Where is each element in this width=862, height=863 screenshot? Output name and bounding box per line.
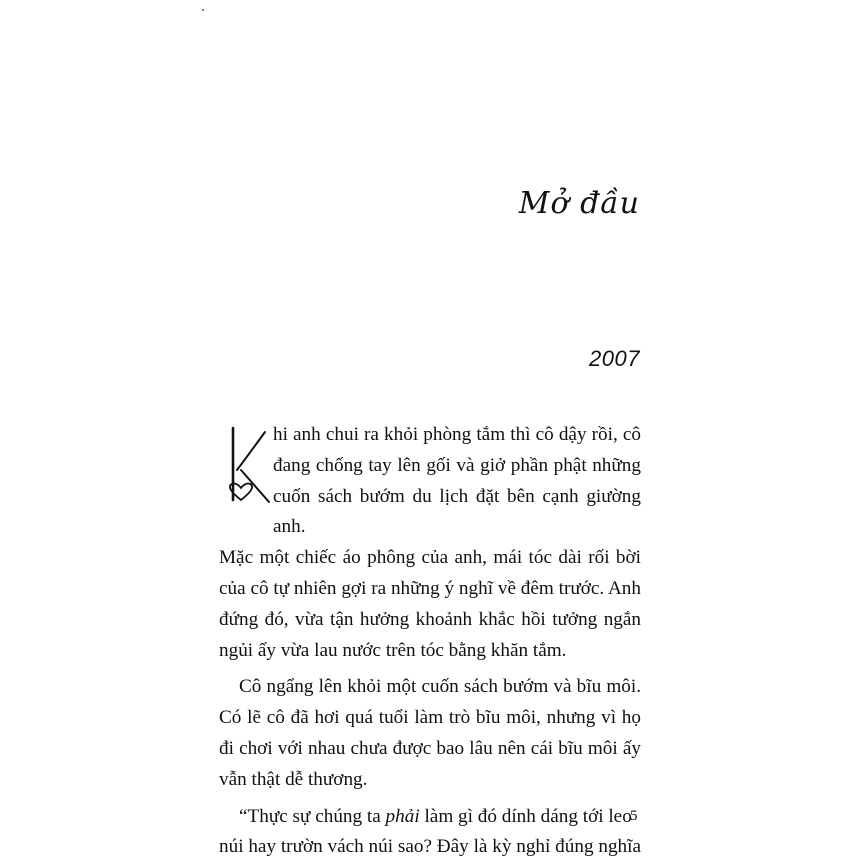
text-line: Cô ngẩng lên khỏi một cuốn sách bướm và bĩu môi. xyxy=(239,676,641,698)
text-line: của cô tự nhiên gợi ra những ý nghĩ về đêm trước. Anh xyxy=(219,577,641,599)
text-line: cuốn sách bướm du lịch đặt bên cạnh giường anh. xyxy=(273,485,641,538)
text-line: đang chống tay lên gối và giở phần phật những xyxy=(273,454,641,476)
text-line: hi anh chui ra khỏi phòng tắm thì cô dậy rồi, cô xyxy=(273,424,641,445)
dropcap-k-heart-icon xyxy=(219,426,273,506)
text-line: ngủi ấy vừa lau nước trên tóc bằng khăn tắm. xyxy=(219,639,567,661)
text-line: đứng đó, vừa tận hưởng khoảnh khắc hồi tưởng ngắn xyxy=(219,608,641,630)
text-line: Có lẽ cô đã hơi quá tuổi làm trò bĩu môi, nhưng vì họ xyxy=(219,707,641,729)
body-text xyxy=(219,420,641,863)
chapter-title: Mở đầu xyxy=(518,186,640,221)
first-lines xyxy=(273,420,641,543)
text-run: làm gì đó dính dáng tới leo xyxy=(419,805,632,827)
text-run: “Thực sự chúng ta xyxy=(239,805,386,827)
text-line: vẫn thật dễ thương. xyxy=(219,768,368,790)
dropcap xyxy=(219,426,273,506)
italic-word: phải xyxy=(385,805,420,827)
text-line: Mặc một chiếc áo phông của anh, mái tóc dài rối bời xyxy=(219,547,641,569)
page-number: 5 xyxy=(630,808,638,824)
text-line: đi chơi với nhau chưa được bao lâu nên cái bĩu môi ấy xyxy=(219,737,641,759)
year-heading: 2007 xyxy=(589,346,640,371)
text-line: núi hay trườn vách núi sao? Đây là kỳ nghỉ đúng nghĩa xyxy=(219,836,641,858)
text-line xyxy=(219,802,641,833)
